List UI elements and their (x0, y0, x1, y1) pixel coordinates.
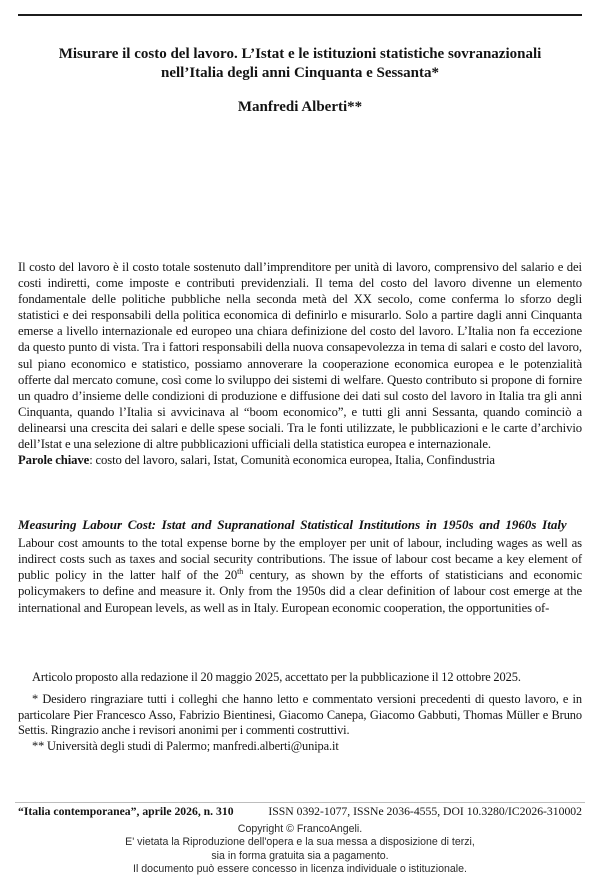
english-abstract-part1: Labour cost amounts to the total expense borne by the employer per unit of labour, including wages as well as indirect costs such as taxes and social security contributions. The issue of labour cost became a key element of public policy in the latter half of the 20 (18, 536, 582, 583)
keywords-line (18, 452, 582, 468)
footer-citation-row (18, 805, 582, 818)
keywords-label: Parole chiave (18, 453, 90, 468)
copyright-line: E' vietata la Riproduzione dell'opera e la sua messa a disposizione di terzi, (125, 836, 475, 849)
footnotes-block (18, 670, 582, 754)
footer-divider (15, 802, 585, 803)
author-name: Manfredi Alberti** (237, 99, 363, 115)
italian-abstract-block (18, 259, 582, 468)
top-divider (18, 14, 582, 16)
issn-doi: ISSN 0392-1077, ISSNe 2036-4555, DOI 10.3280/IC2026-310002 (268, 805, 582, 818)
footnote-submission: Articolo proposto alla redazione il 20 maggio 2025, accettato per la pubblicazione il 12 ottobre 2025. (32, 670, 521, 684)
english-abstract-part2: century, as shown by the efforts of statisticians and economic policymakers to define and measure it. Only from the 1950s did a clear definition of labour cost emerge at the international and European levels, as well as in Italy. European economic cooperation, the opportunities of- (18, 568, 582, 615)
english-abstract-block (18, 517, 582, 616)
journal-citation: “Italia contemporanea”, aprile 2026, n. 310 (18, 805, 234, 818)
footnote-affiliation: ** Università degli studi di Palermo; manfredi.alberti@unipa.it (32, 738, 339, 753)
copyright-line: Il documento può essere concesso in licenza individuale o istituzionale. (133, 862, 467, 875)
copyright-block (0, 823, 600, 876)
keywords-text: : costo del lavoro, salari, Istat, Comunità economica europea, Italia, Confindustria (89, 453, 495, 468)
footnote-acknowledgements: * Desidero ringraziare tutti i colleghi che hanno letto e commentato versioni precedenti di questo lavoro, e in particolare Pier Francesco Asso, Fabrizio Bientinesi, Giacomo Canepa, Giacomo Gabbuti, Thomas Müller e Bruno Settis. Ringrazio anche i revisori anonimi per i commenti costruttivi. (18, 692, 582, 738)
ordinal-superscript: th (237, 567, 244, 577)
english-title: Measuring Labour Cost: Istat and Supranational Statistical Institutions in 1950s and 1960s Italy (18, 517, 567, 532)
page-title: Misurare il costo del lavoro. L’Istat e le istituzioni statistiche sovranazionali nell’Italia degli anni Cinquanta e Sessanta* (58, 46, 542, 82)
english-abstract-text (18, 535, 582, 615)
copyright-line: Copyright © FrancoAngeli. (237, 823, 363, 835)
italian-abstract-text: Il costo del lavoro è il costo totale sostenuto dall’imprenditore per unità di lavoro, comprensivo del salario e dei costi indiretti, come imposte e contributi previdenziali. Il tema del costo del lavoro divenne un elemento fondamentale delle politiche pubbliche nella seconda metà del XX secolo, come conferma lo sforzo degli statistici e dei responsabili della politica economica di definirlo e misurarlo. Solo a partire dagli anni Cinquanta emerse a livello internazionale ed europeo una chiara definizione del costo del lavoro. L’Italia non fa eccezione da questo punto di vista. Tra i fattori responsabili della nuova consapevolezza in tema di salari e costo del lavoro, sul piano economico e statistico, possiamo annoverare la cooperazione economica europea e le potenzialità offerte dal mercato comune, così come lo sviluppo dei sistemi di welfare. Questo contributo si propone di fornire un quadro d’insieme delle condizioni di produzione e diffusione dei dati sul costo del lavoro in Italia tra gli anni Cinquanta, quando l’Italia si avvicinava al “boom economico”, e tutti gli anni Sessanta, quando cominciò a delinearsi una crescita dei salari e delle spese sociali. Tra le fonti utilizzate, le pubblicazioni e le carte d’archivio dell’Istat e una selezione di altre pubblicazioni ufficiali della statistica europea e internazionale. (18, 260, 582, 452)
copyright-line: sia in forma gratuita sia a pagamento. (211, 849, 389, 862)
